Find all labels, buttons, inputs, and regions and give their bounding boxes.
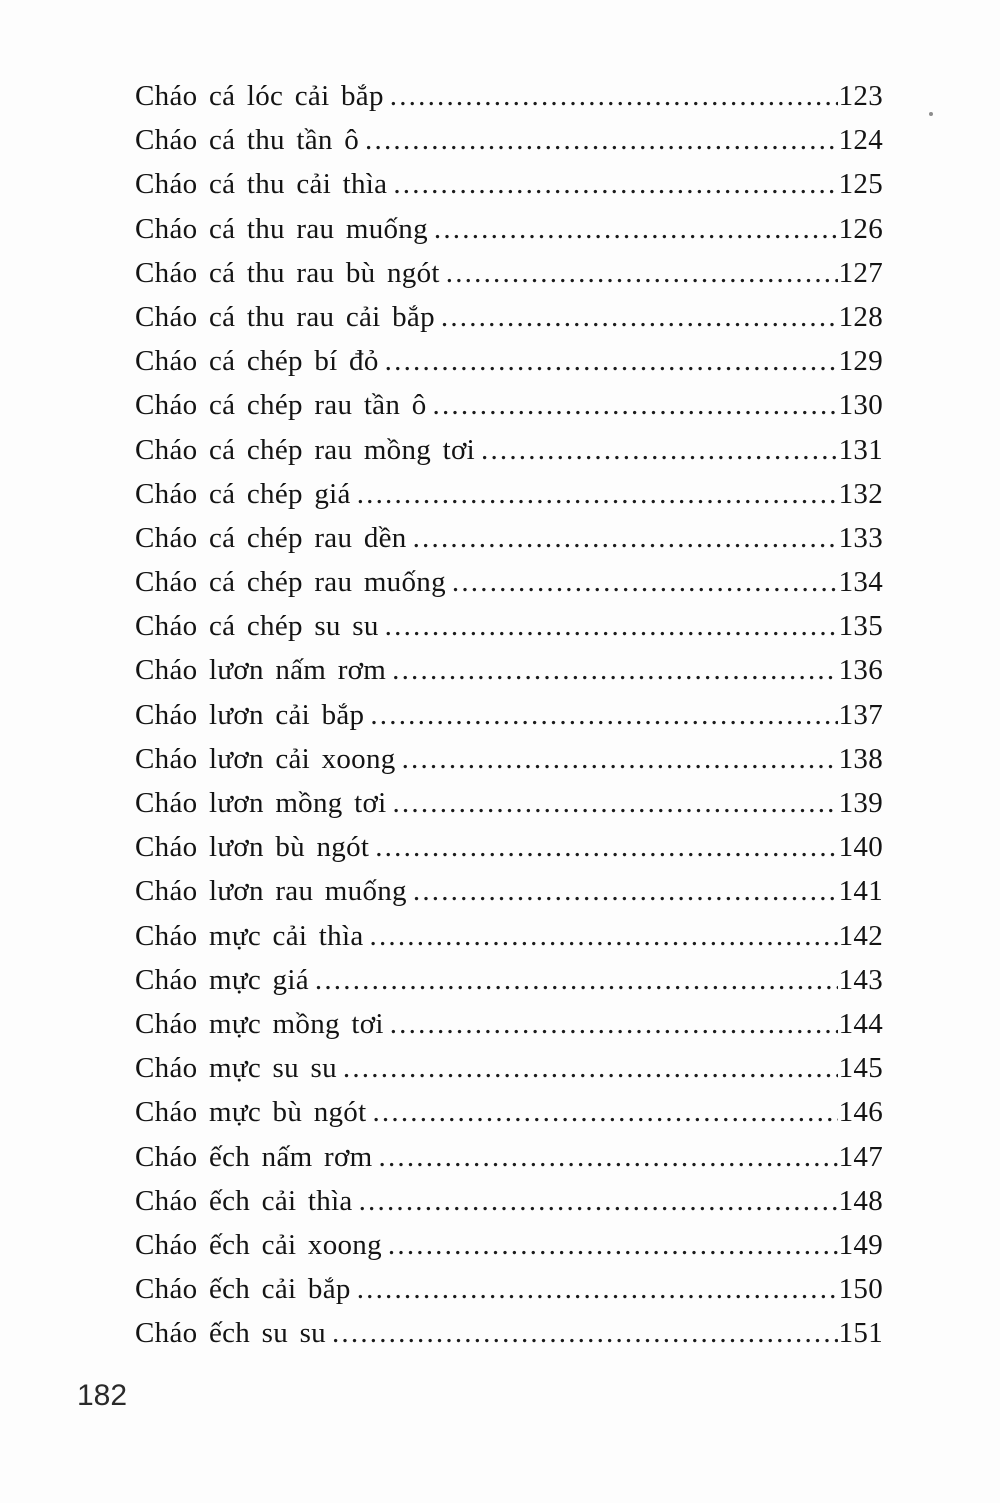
- dot-leader: [446, 251, 838, 295]
- toc-entry: [135, 428, 883, 472]
- toc-entry-title: Cháo ếch cải bắp: [135, 1273, 351, 1306]
- toc-entry-title: Cháo lươn cải bắp: [135, 698, 365, 731]
- toc-entry-page: 145: [838, 1052, 883, 1085]
- dot-leader: [375, 825, 837, 869]
- toc-entry: [135, 1267, 883, 1311]
- dot-leader: [402, 737, 838, 781]
- toc-entry-title: Cháo cá lóc cải bắp: [135, 80, 384, 112]
- toc-entry: [135, 251, 883, 295]
- toc-entry-title: Cháo lươn bù ngót: [135, 831, 370, 864]
- toc-entry-page: 124: [838, 124, 883, 157]
- toc-entry-page: 127: [838, 256, 883, 289]
- dot-leader: [434, 207, 838, 251]
- toc-entry-title: Cháo cá chép bí đỏ: [135, 345, 379, 378]
- toc-entry-page: 146: [838, 1096, 883, 1129]
- dot-leader: [357, 472, 838, 516]
- dot-leader: [413, 869, 838, 913]
- toc-entry-title: Cháo mực su su: [135, 1052, 337, 1085]
- toc-entry-page: 130: [838, 389, 883, 422]
- toc-entry-page: 150: [838, 1273, 883, 1306]
- dot-leader: [390, 74, 838, 118]
- toc-entry-title: Cháo cá thu rau bù ngót: [135, 256, 440, 289]
- toc-entry: [135, 1311, 883, 1355]
- toc-entry: [135, 1002, 883, 1046]
- dot-leader: [452, 560, 838, 604]
- toc-entry-page: 123: [838, 80, 883, 112]
- toc-entry: [135, 339, 883, 383]
- toc-entry-page: 140: [838, 831, 883, 864]
- toc-entry-page: 141: [838, 875, 883, 908]
- toc-entry-title: Cháo lươn cải xoong: [135, 742, 396, 775]
- toc-entry-page: 151: [838, 1317, 883, 1350]
- toc-entry-title: Cháo cá chép rau tần ô: [135, 389, 427, 422]
- toc-entry-page: 131: [838, 433, 883, 466]
- toc-entry-title: Cháo lươn nấm rơm: [135, 654, 387, 687]
- dot-leader: [441, 295, 838, 339]
- toc-entry-title: Cháo ếch cải xoong: [135, 1228, 382, 1261]
- toc-entry-page: 148: [838, 1184, 883, 1217]
- toc-entry: [135, 516, 883, 560]
- toc-entry-page: 144: [838, 1007, 883, 1040]
- toc-entry-title: Cháo mực cải thìa: [135, 919, 364, 952]
- toc-entry-page: 126: [838, 212, 883, 245]
- toc-entry-title: Cháo mực giá: [135, 963, 309, 996]
- dot-leader: [379, 1135, 838, 1179]
- toc-entry: [135, 693, 883, 737]
- toc-entry-title: Cháo cá chép rau dền: [135, 521, 407, 554]
- toc-entry-page: 134: [838, 566, 883, 599]
- toc-entry-page: 128: [838, 300, 883, 333]
- footer-page-number: 182: [77, 1379, 128, 1412]
- toc-entry-title: Cháo lươn rau muống: [135, 875, 407, 908]
- dot-leader: [315, 958, 838, 1002]
- toc-entry-page: 149: [838, 1228, 883, 1261]
- toc-entry: [135, 1046, 883, 1090]
- toc-entry-page: 129: [838, 345, 883, 378]
- toc-entry: [135, 1179, 883, 1223]
- toc-entry: [135, 781, 883, 825]
- dot-leader: [390, 1002, 838, 1046]
- toc-entry-title: Cháo mực bù ngót: [135, 1096, 367, 1129]
- dot-leader: [481, 428, 838, 472]
- dot-leader: [372, 1090, 837, 1134]
- dot-leader: [370, 693, 837, 737]
- dot-leader: [413, 516, 838, 560]
- toc-entry-page: 136: [838, 654, 883, 687]
- toc-entry: [135, 118, 883, 162]
- dot-leader: [393, 162, 837, 206]
- dot-leader: [388, 1223, 838, 1267]
- dot-leader: [392, 648, 837, 692]
- toc-entry: [135, 825, 883, 869]
- toc-entry: [135, 1223, 883, 1267]
- toc-entry: [135, 74, 883, 118]
- toc-entry-title: Cháo cá chép su su: [135, 610, 379, 643]
- toc-entry-title: Cháo ếch cải thìa: [135, 1184, 353, 1217]
- toc-entry: [135, 560, 883, 604]
- toc-entry-page: 143: [838, 963, 883, 996]
- toc-entry-title: Cháo cá thu cải thìa: [135, 168, 388, 201]
- toc-list: [135, 74, 883, 1355]
- toc-entry-page: 142: [838, 919, 883, 952]
- toc-entry-title: Cháo mực mồng tơi: [135, 1007, 384, 1040]
- toc-entry-page: 132: [838, 477, 883, 510]
- toc-entry-page: 135: [838, 610, 883, 643]
- toc-entry-title: Cháo cá chép rau mồng tơi: [135, 433, 475, 466]
- dot-leader: [385, 339, 838, 383]
- toc-entry: [135, 295, 883, 339]
- toc-entry: [135, 472, 883, 516]
- toc-entry: [135, 737, 883, 781]
- toc-entry-title: Cháo ếch nấm rơm: [135, 1140, 373, 1173]
- toc-entry: [135, 914, 883, 958]
- dot-leader: [370, 914, 838, 958]
- dot-leader: [385, 604, 838, 648]
- toc-entry-title: Cháo lươn mồng tơi: [135, 787, 387, 819]
- toc-entry: [135, 383, 883, 427]
- toc-entry-title: Cháo cá chép rau muống: [135, 566, 446, 599]
- scan-speck: [929, 112, 933, 116]
- toc-entry-page: 138: [838, 742, 883, 775]
- toc-entry: [135, 958, 883, 1002]
- dot-leader: [365, 118, 838, 162]
- toc-entry: [135, 648, 883, 692]
- toc-entry-title: Cháo cá thu rau muống: [135, 212, 428, 245]
- toc-entry: [135, 207, 883, 251]
- dot-leader: [357, 1267, 838, 1311]
- toc-entry-page: 139: [838, 787, 883, 819]
- dot-leader: [332, 1311, 838, 1355]
- toc-entry-page: 125: [838, 168, 883, 201]
- dot-leader: [392, 781, 837, 825]
- toc-entry-page: 133: [838, 521, 883, 554]
- toc-entry-page: 137: [838, 698, 883, 731]
- toc-entry-page: 147: [838, 1140, 883, 1173]
- toc-entry: [135, 1135, 883, 1179]
- toc-entry-title: Cháo cá chép giá: [135, 477, 351, 510]
- toc-entry-title: Cháo cá thu rau cải bắp: [135, 300, 435, 333]
- toc-entry: [135, 162, 883, 206]
- toc-entry: [135, 604, 883, 648]
- toc-entry-title: Cháo ếch su su: [135, 1317, 326, 1350]
- dot-leader: [343, 1046, 838, 1090]
- toc-entry: [135, 1090, 883, 1134]
- toc-entry-title: Cháo cá thu tần ô: [135, 124, 360, 157]
- dot-leader: [433, 383, 838, 427]
- dot-leader: [359, 1179, 838, 1223]
- toc-entry: [135, 869, 883, 913]
